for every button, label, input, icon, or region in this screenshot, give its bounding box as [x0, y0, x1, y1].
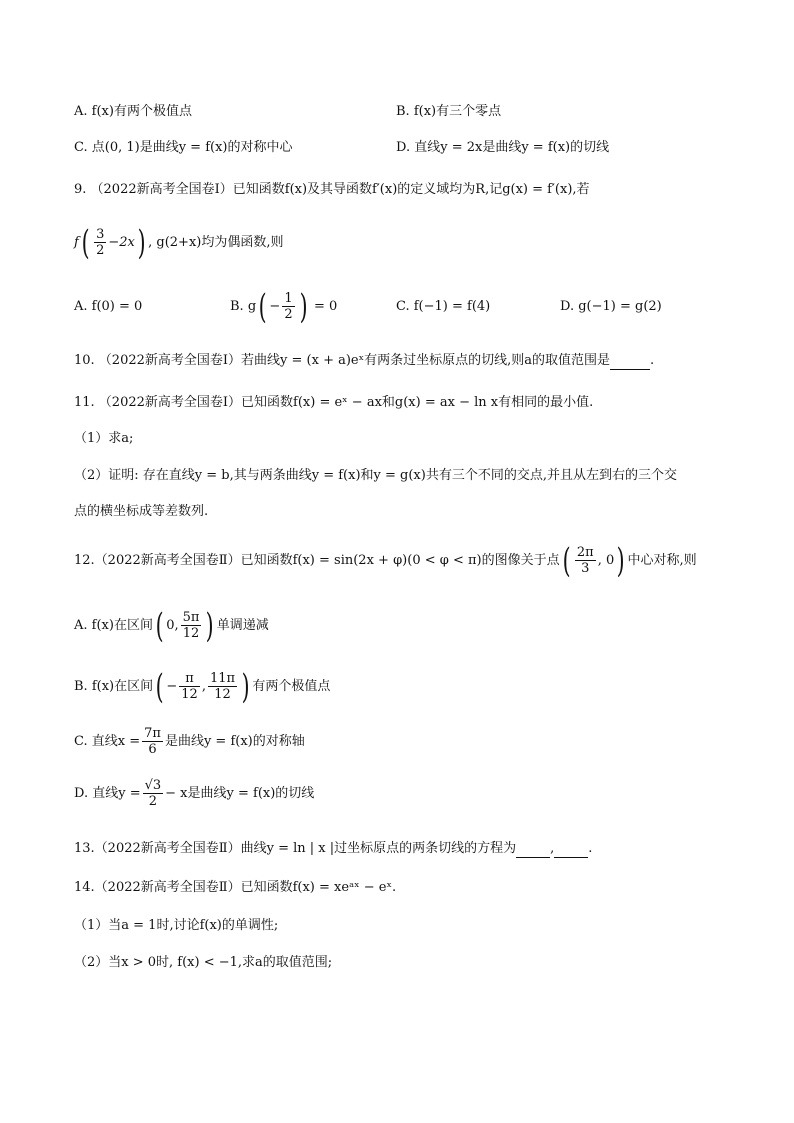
- q9-option-d: D. g(−1) = g(2): [560, 299, 662, 314]
- q12-d-den: 2: [148, 794, 158, 809]
- q9-option-a: A. f(0) = 0: [74, 299, 143, 314]
- q9-minus-2x: −2x: [108, 235, 135, 250]
- q12-b-num1: π: [179, 671, 200, 687]
- q12-d-post: − x是曲线y = f(x)的切线: [165, 786, 315, 801]
- q12-a-num: 5π: [182, 610, 200, 625]
- q12-option-a: [74, 605, 269, 647]
- q12-text-a: 12.（2022新高考全国卷Ⅱ）已知函数f(x) = sin(2x + φ)(0 < φ < π)的图像关于点: [74, 553, 560, 568]
- q12-pt-num: 2π: [576, 545, 594, 560]
- q12-a-fraction: [181, 610, 202, 641]
- q12-d-num: √3: [144, 778, 162, 793]
- q10-answer-blank[interactable]: [610, 355, 650, 370]
- q9-stem-tail: , g(2+x)均为偶函数,则: [148, 235, 284, 250]
- q13-text: 13.（2022新高考全国卷Ⅱ）曲线y = ln | x |过坐标原点的两条切线的方程为: [74, 841, 517, 856]
- q12-text-b: 中心对称,则: [627, 553, 697, 568]
- q10-text: 10. （2022新高考全国卷Ⅰ）若曲线y = (x + a)eˣ有两条过坐标原点的切线,则a的取值范围是: [74, 353, 610, 368]
- q12-b-fraction1: [179, 671, 200, 702]
- q11-stem: 11. （2022新高考全国卷Ⅰ）已知函数f(x) = eˣ − ax和g(x) = ax − ln x有相同的最小值.: [74, 395, 594, 410]
- q12-a-den: 12: [182, 626, 200, 641]
- q12-c-post: 是曲线y = f(x)的对称轴: [164, 734, 305, 749]
- q13-stem: [74, 840, 592, 858]
- q12-point-fraction: [575, 545, 596, 576]
- q12-b-den1: 12: [181, 687, 198, 702]
- q12-d-fraction: [143, 778, 164, 809]
- q12-a-pre: A. f(x)在区间: [74, 618, 153, 633]
- q9-fraction: [94, 227, 106, 258]
- q9-right-paren: ): [137, 222, 146, 263]
- q14-stem: 14.（2022新高考全国卷Ⅱ）已知函数f(x) = xeᵃˣ − eˣ.: [74, 880, 397, 895]
- q10-stem: [74, 352, 654, 370]
- q12-b-den2: 12: [214, 687, 231, 702]
- q9-option-c: C. f(−1) = f(4): [396, 299, 491, 314]
- q8-option-a: A. f(x)有两个极值点: [74, 104, 192, 119]
- q12-pt-tail: , 0: [597, 553, 615, 568]
- q9-option-b-post: = 0: [314, 299, 338, 314]
- q13-answer-blank-2[interactable]: [554, 843, 588, 858]
- q8-option-b: B. f(x)有三个零点: [396, 104, 502, 119]
- q12-a-lead: 0,: [166, 618, 179, 633]
- q9-b-fraction: [282, 291, 294, 322]
- q13-answer-blank-1[interactable]: [516, 843, 550, 858]
- q12-a-post: 单调递减: [216, 618, 269, 633]
- q13-separator: ,: [550, 841, 555, 856]
- q8-option-c: C. 点(0, 1)是曲线y = f(x)的对称中心: [74, 140, 293, 155]
- q9-b-den: 2: [284, 307, 293, 322]
- q11-part2-line2: 点的横坐标成等差数列.: [74, 504, 209, 519]
- q12-d-pre: D. 直线y =: [74, 786, 141, 801]
- q11-part2-line1: （2）证明: 存在直线y = b,其与两条曲线y = f(x)和y = g(x)共有三个不同的交点,并且从左到右的三个交: [74, 468, 677, 483]
- q12-point-right-paren: ): [616, 540, 625, 581]
- q12-point-left-paren: (: [562, 540, 571, 581]
- q12-pt-den: 3: [581, 561, 590, 576]
- q12-a-left-paren: (: [155, 605, 164, 646]
- q12-option-c: [74, 722, 305, 762]
- q12-c-fraction: [142, 726, 163, 757]
- q9-frac-num: 3: [96, 227, 105, 242]
- q9-f: f: [74, 235, 79, 250]
- q13-end: .: [588, 841, 593, 856]
- q9-options: [74, 287, 714, 327]
- q9-b-left-paren: (: [258, 286, 267, 327]
- q14-part1: （1）当a = 1时,讨论f(x)的单调性;: [74, 918, 279, 933]
- q12-a-right-paren: ): [206, 605, 215, 646]
- q12-c-pre: C. 直线x =: [74, 734, 141, 749]
- q10-end: .: [650, 353, 655, 368]
- q12-b-pre: B. f(x)在区间: [74, 679, 154, 694]
- q12-b-num2: 11π: [209, 671, 236, 686]
- q12-b-right-paren: ): [241, 666, 250, 707]
- q9-stem-line1: 9. （2022新高考全国卷Ⅰ）已知函数f(x)及其导函数f′(x)的定义域均为R,记g(x) = f′(x),若: [74, 182, 590, 197]
- q9-b-right-paren: ): [299, 286, 308, 327]
- q11-part1: （1）求a;: [74, 431, 134, 446]
- q14-part2: （2）当x > 0时, f(x) < −1,求a的取值范围;: [74, 955, 333, 970]
- q12-b-post: 有两个极值点: [252, 679, 331, 694]
- q12-option-d: [74, 774, 314, 814]
- q9-option-b-pre: B. g: [230, 299, 257, 314]
- q12-stem: [74, 540, 697, 582]
- q12-b-left-paren: (: [155, 666, 164, 707]
- q12-b-fraction2: [208, 671, 237, 702]
- q12-option-b: B. f(x)在区间( − $\frac{\pi}{12}$ , $\frac{11\pi}{12}$ ) 有两个极值点: [74, 666, 331, 707]
- q9-left-paren: (: [81, 222, 90, 263]
- q9-b-num: 1: [284, 291, 293, 306]
- q12-c-den: 6: [148, 742, 157, 757]
- q9-stem-line2: [74, 222, 283, 264]
- q9-option-b: B. g( − $\frac{1}{2}$ ) = 0: [230, 286, 338, 327]
- q8-option-d: D. 直线y = 2x是曲线y = f(x)的切线: [396, 140, 610, 155]
- q9-frac-den: 2: [96, 243, 105, 258]
- q12-c-num: 7π: [144, 726, 161, 741]
